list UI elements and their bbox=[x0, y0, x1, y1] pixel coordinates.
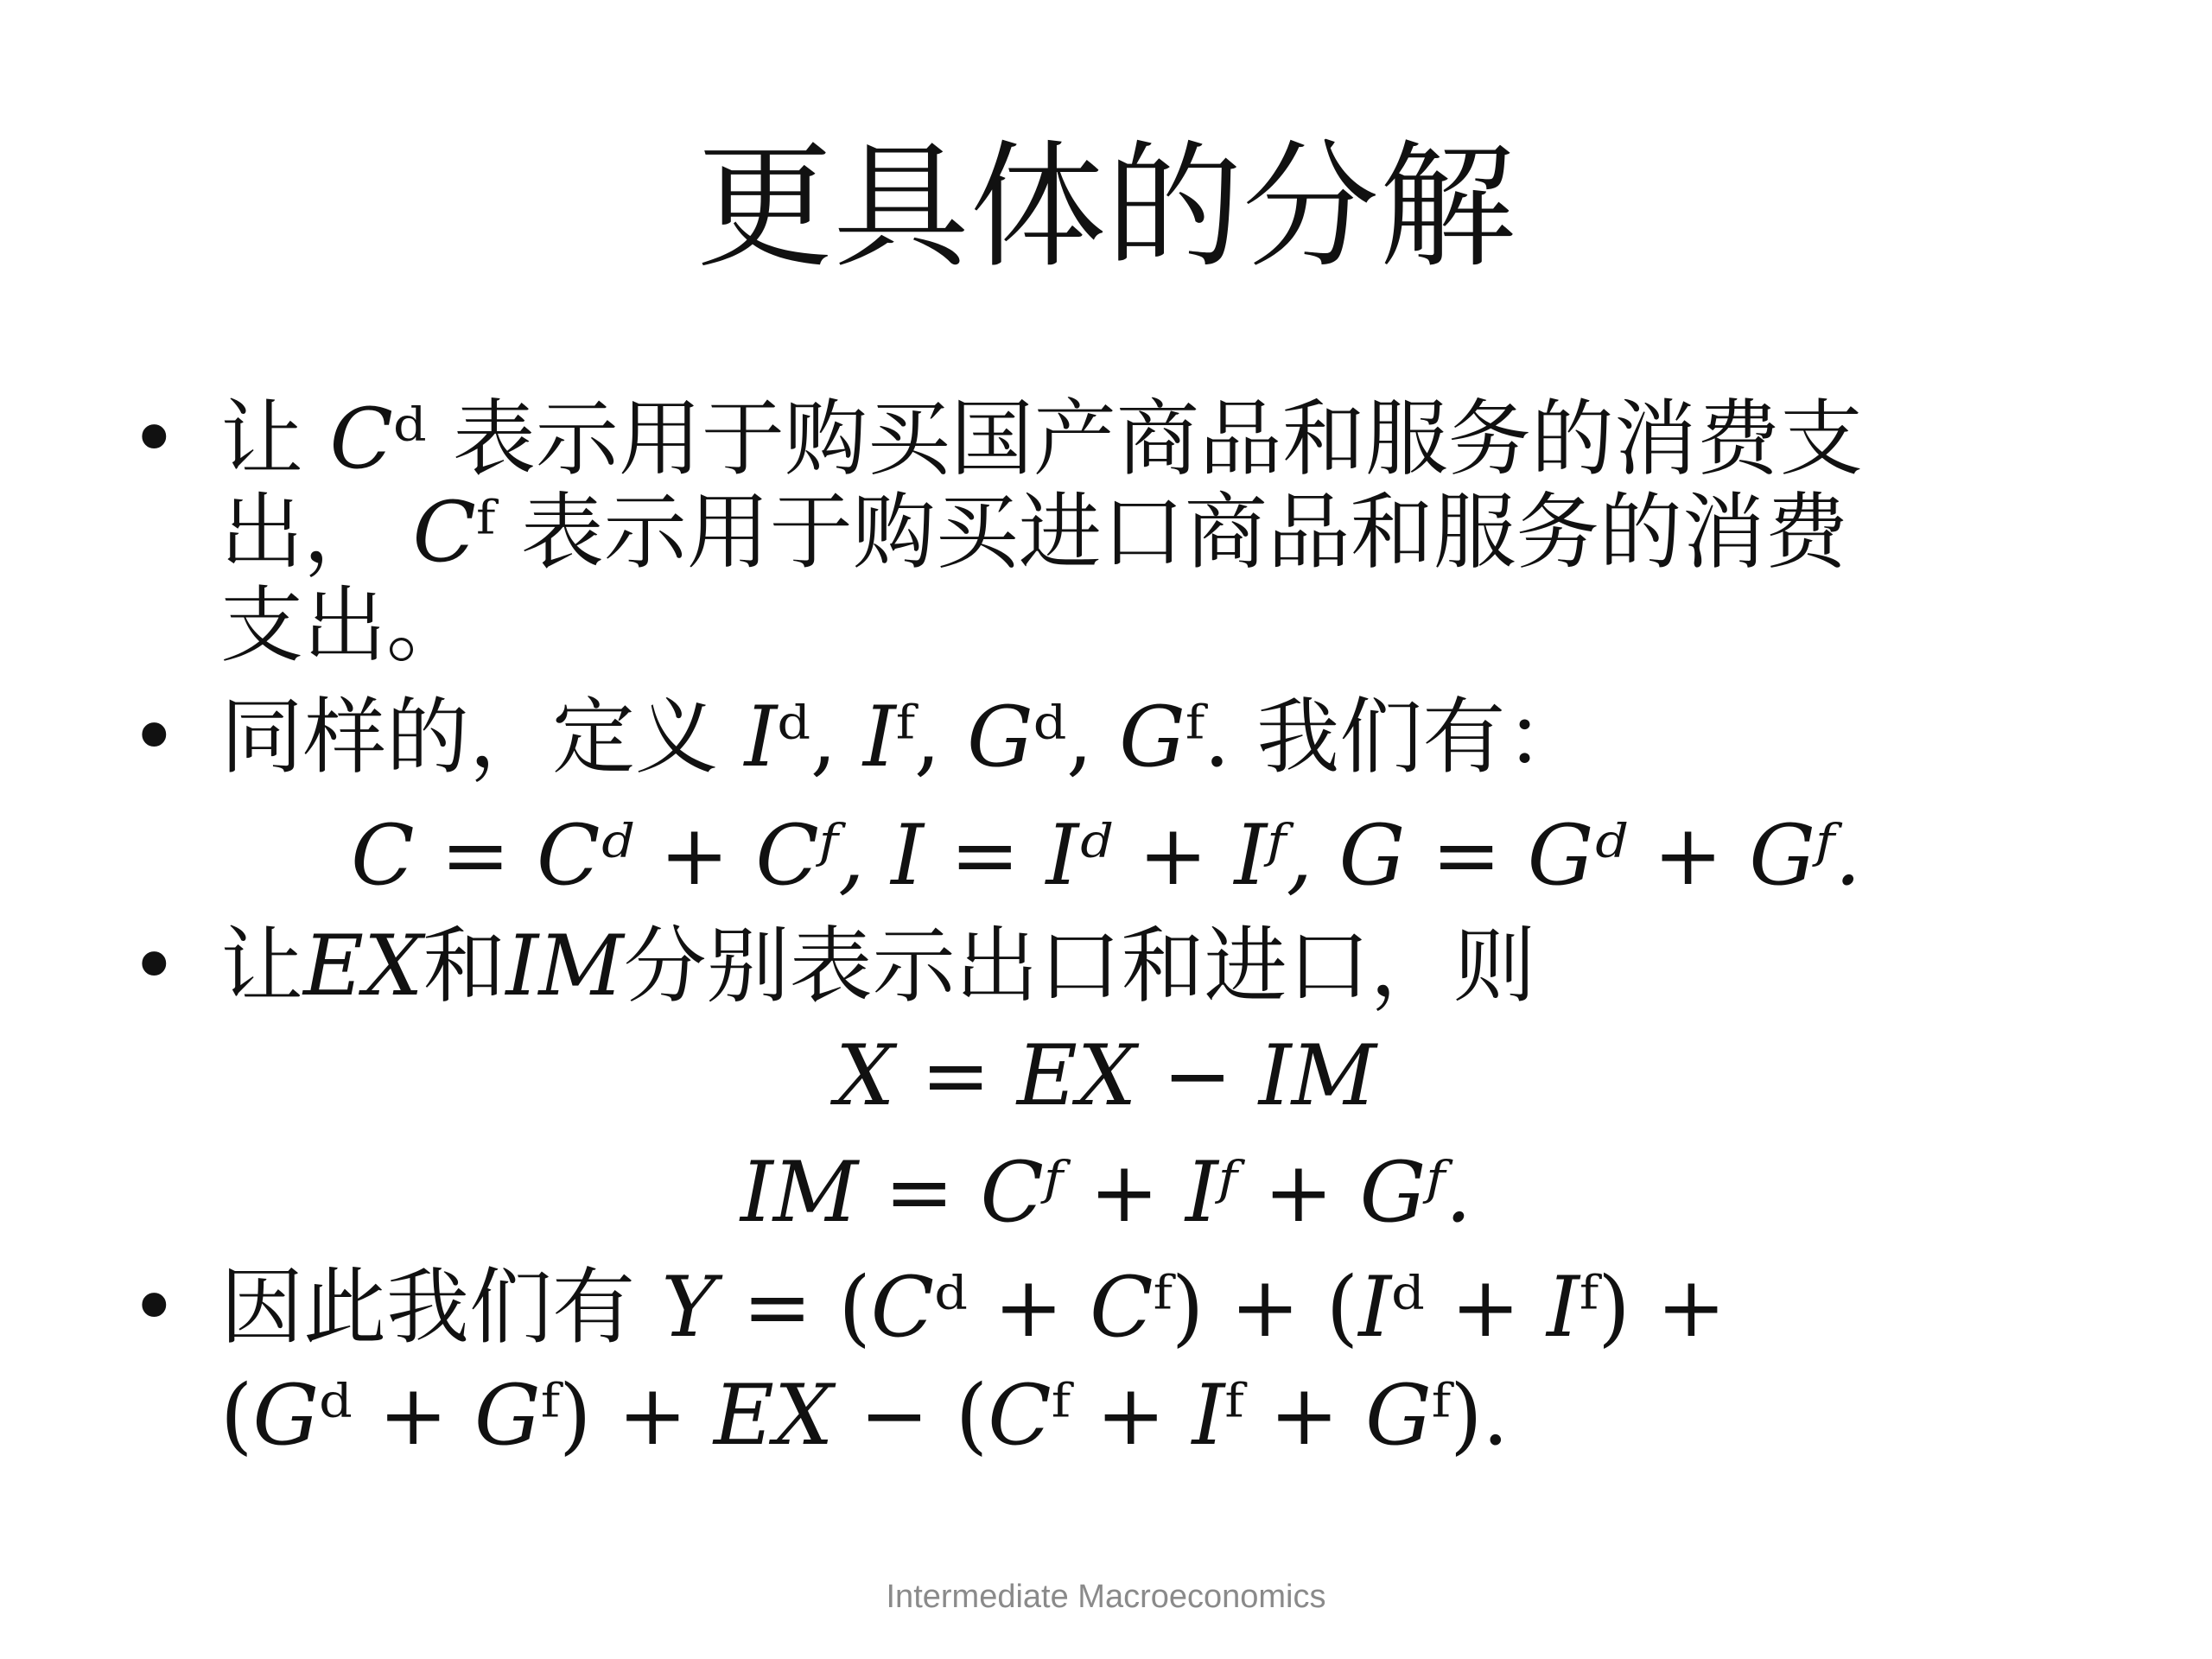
bullet-3-line-1: 让𝐸𝑋和𝐼𝑀分别表示出口和进口，则 bbox=[220, 918, 1536, 1014]
bullet-1-line-3: 支出。 bbox=[220, 577, 469, 674]
footer: Intermediate Macroeconomics bbox=[886, 1579, 1326, 1615]
bullet-marker: • bbox=[130, 918, 179, 1014]
bullet-4-line-2: (𝐺ᵈ + 𝐺ᶠ) + 𝐸𝑋 − (𝐶ᶠ + 𝐼ᶠ + 𝐺ᶠ). bbox=[220, 1367, 1510, 1464]
equation-decomposition: 𝐶 = 𝐶ᵈ + 𝐶ᶠ, 𝐼 = 𝐼ᵈ + 𝐼ᶠ, 𝐺 = 𝐺ᵈ + 𝐺ᶠ. bbox=[351, 807, 1861, 904]
bullet-marker: • bbox=[130, 1259, 179, 1356]
equation-imports: 𝐼𝑀 = 𝐶ᶠ + 𝐼ᶠ + 𝐺ᶠ. bbox=[740, 1144, 1472, 1241]
bullet-1-line-1: 让 𝐶ᵈ 表示用于购买国产商品和服务的消费支 bbox=[220, 391, 1863, 487]
bullet-marker: • bbox=[130, 689, 179, 785]
equation-net-exports: 𝑋 = 𝐸𝑋 − 𝐼𝑀 bbox=[836, 1027, 1376, 1124]
bullet-1-line-2: 出， 𝐶ᶠ 表示用于购买进口商品和服务的消费 bbox=[220, 484, 1848, 581]
bullet-4-line-1: 因此我们有 𝑌 = (𝐶ᵈ + 𝐶ᶠ) + (𝐼ᵈ + 𝐼ᶠ) + bbox=[220, 1259, 1726, 1356]
slide-title: 更具体的分解 bbox=[696, 128, 1516, 287]
bullet-marker: • bbox=[130, 391, 179, 487]
bullet-2-line-1: 同样的，定义 𝐼ᵈ, 𝐼ᶠ, 𝐺ᵈ, 𝐺ᶠ. 我们有： bbox=[220, 689, 1589, 785]
